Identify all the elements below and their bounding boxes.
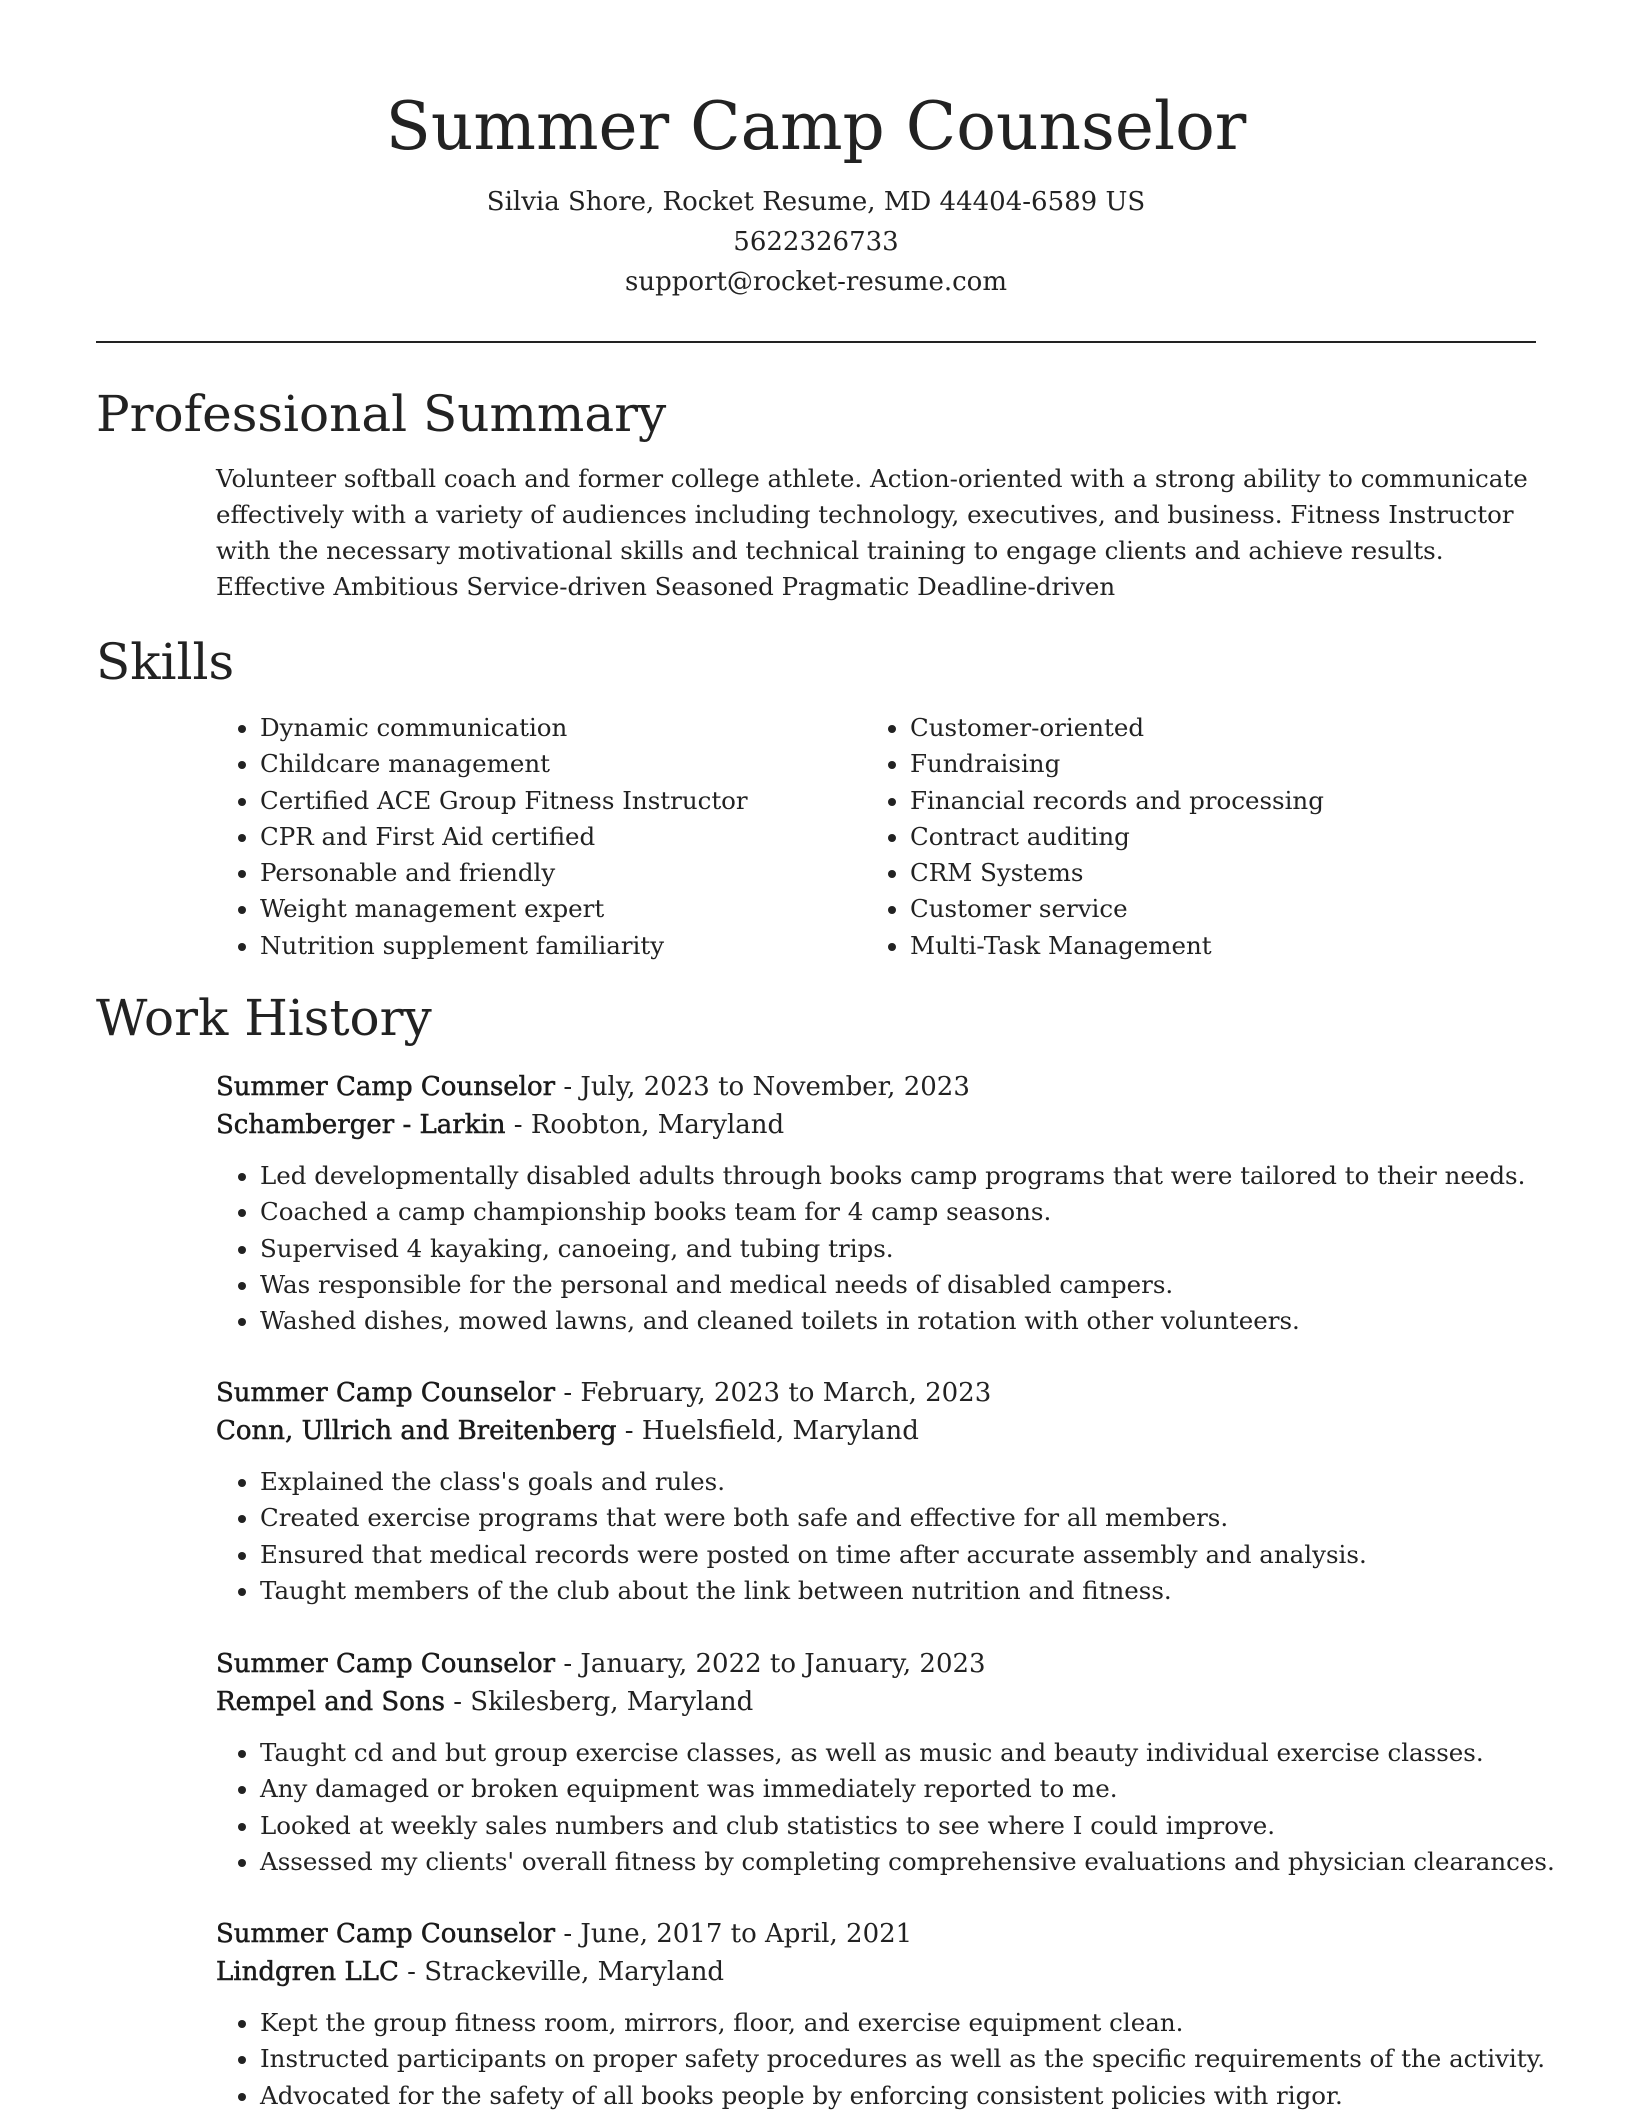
- job-bullet: • Taught members of the club about the link between nutrition and fitness.: [260, 1573, 1536, 1609]
- skill-item: • Multi-Task Management: [910, 928, 1530, 964]
- skill-item: • Customer-oriented: [910, 710, 1530, 746]
- skill-item: • Dynamic communication: [260, 710, 880, 746]
- job-bullet: • Taught cd and but group exercise classes, as well as music and beauty individual exercise classes.: [260, 1735, 1536, 1771]
- job-bullets: [216, 1158, 1536, 1339]
- job-title: Summer Camp Counselor: [216, 1378, 556, 1408]
- job-company-line: [216, 1683, 1536, 1721]
- skill-item: • Contract auditing: [910, 819, 1530, 855]
- skills-list-left: [216, 710, 880, 964]
- job-company-line: [216, 1412, 1536, 1450]
- job-entry: [216, 1645, 1555, 1880]
- job-company: Lindgren LLC: [216, 1957, 399, 1987]
- job-bullet: • Advocated for the safety of all books people by enforcing consistent policies with rigor.: [260, 2078, 1536, 2114]
- job-bullet: • Created exercise programs that were both safe and effective for all members.: [260, 1500, 1536, 1536]
- job-bullets: [216, 1735, 1555, 1880]
- job-location: - Roobton, Maryland: [505, 1110, 785, 1140]
- contact-address: Silvia Shore, Rocket Resume, MD 44404-6589 US: [486, 187, 1146, 217]
- skill-item: • Financial records and processing: [910, 783, 1530, 819]
- job-location: - Skilesberg, Maryland: [444, 1687, 754, 1717]
- job-company-line: [216, 1106, 1536, 1144]
- job-entry: [216, 1915, 1545, 2114]
- resume-title: Summer Camp Counselor: [385, 88, 1247, 165]
- job-location: - Strackeville, Maryland: [398, 1957, 725, 1987]
- skills-list-right: [866, 710, 1530, 964]
- job-bullet: • Kept the group fitness room, mirrors, floor, and exercise equipment clean.: [260, 2005, 1536, 2041]
- skill-item: • Nutrition supplement familiarity: [260, 928, 880, 964]
- job-title-line: [216, 1374, 1536, 1412]
- job-bullet: • Assessed my clients' overall fitness by completing comprehensive evaluations and physician clearances.: [260, 1844, 1536, 1880]
- header-divider: [96, 341, 1536, 343]
- job-entry: [216, 1068, 1536, 1339]
- skill-item: • Certified ACE Group Fitness Instructor: [260, 783, 880, 819]
- job-bullet: • Any damaged or broken equipment was immediately reported to me.: [260, 1771, 1536, 1807]
- contact-phone: 5622326733: [733, 227, 899, 257]
- skill-item: • Childcare management: [260, 746, 880, 782]
- skill-item: • CPR and First Aid certified: [260, 819, 880, 855]
- job-bullet: • Was responsible for the personal and medical needs of disabled campers.: [260, 1267, 1536, 1303]
- skill-item: • CRM Systems: [910, 855, 1530, 891]
- job-company: Rempel and Sons: [216, 1687, 445, 1717]
- job-title: Summer Camp Counselor: [216, 1919, 556, 1949]
- job-company-line: [216, 1953, 1536, 1991]
- skill-item: • Weight management expert: [260, 891, 880, 927]
- contact-info: [96, 182, 1536, 302]
- job-dates: - January, 2022 to January, 2023: [555, 1649, 986, 1679]
- job-dates: - July, 2023 to November, 2023: [555, 1072, 970, 1102]
- job-title: Summer Camp Counselor: [216, 1649, 556, 1679]
- skills-heading: Skills: [96, 633, 235, 691]
- job-bullet: • Led developmentally disabled adults through books camp programs that were tailored to their needs.: [260, 1158, 1536, 1194]
- skill-item: • Personable and friendly: [260, 855, 880, 891]
- job-title-line: [216, 1068, 1536, 1106]
- job-bullet: • Coached a camp championship books team for 4 camp seasons.: [260, 1194, 1536, 1230]
- contact-email: support@rocket-resume.com: [624, 267, 1007, 297]
- job-bullet: • Instructed participants on proper safety procedures as well as the specific requirements of the activity.: [260, 2041, 1536, 2077]
- job-bullets: [216, 2005, 1545, 2114]
- skill-item: • Customer service: [910, 891, 1530, 927]
- job-bullet: • Looked at weekly sales numbers and club statistics to see where I could improve.: [260, 1808, 1536, 1844]
- work-history-heading: Work History: [96, 989, 432, 1047]
- job-title-line: [216, 1915, 1536, 1953]
- job-entry: [216, 1374, 1536, 1609]
- job-title: Summer Camp Counselor: [216, 1072, 556, 1102]
- summary-text: Volunteer softball coach and former college athlete. Action-oriented with a strong ability to communicate effectively with a variety of audiences including technology, executives, and business. Fitness Instructor with the necessary motivational skills and technical training to engage clients and achieve results. Effective Ambitious Service-driven Seasoned Pragmatic Deadline-driven: [216, 464, 1528, 601]
- job-company: Conn, Ullrich and Breitenberg: [216, 1416, 617, 1446]
- job-bullet: • Ensured that medical records were posted on time after accurate assembly and analysis.: [260, 1537, 1536, 1573]
- job-dates: - June, 2017 to April, 2021: [555, 1919, 913, 1949]
- skill-item: • Fundraising: [910, 746, 1530, 782]
- job-location: - Huelsfield, Maryland: [616, 1416, 919, 1446]
- job-bullets: [216, 1464, 1536, 1609]
- summary-heading: Professional Summary: [96, 385, 667, 443]
- job-bullet: • Explained the class's goals and rules.: [260, 1464, 1536, 1500]
- job-bullet: • Supervised 4 kayaking, canoeing, and tubing trips.: [260, 1231, 1536, 1267]
- job-bullet: • Washed dishes, mowed lawns, and cleaned toilets in rotation with other volunteers.: [260, 1303, 1536, 1339]
- job-company: Schamberger - Larkin: [216, 1110, 506, 1140]
- job-title-line: [216, 1645, 1536, 1683]
- job-dates: - February, 2023 to March, 2023: [555, 1378, 992, 1408]
- resume-header: [96, 82, 1536, 302]
